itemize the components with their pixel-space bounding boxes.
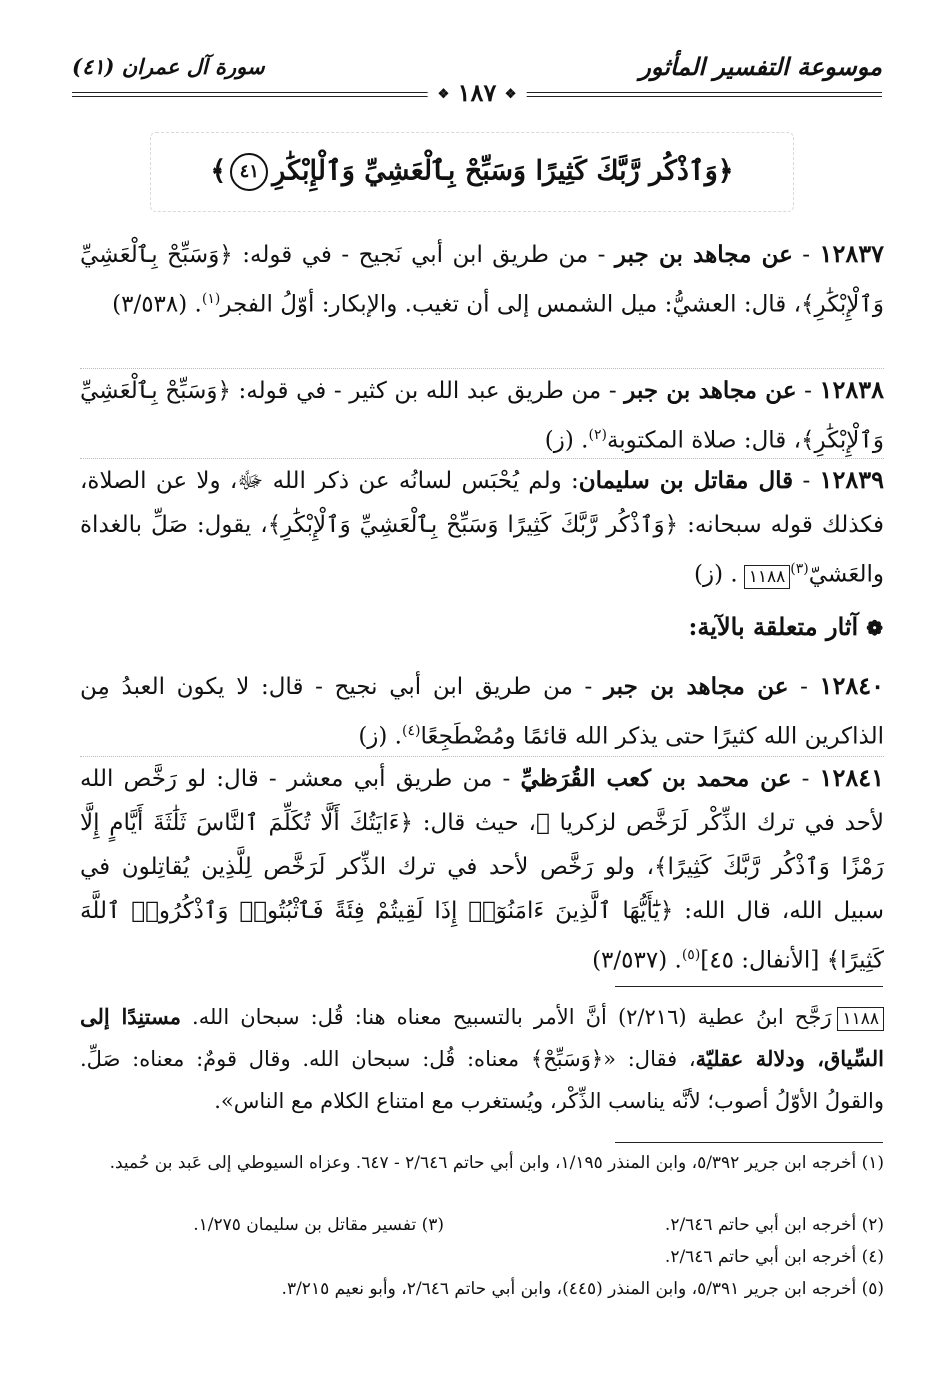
commentary-text: رَجَّح ابنُ عطية (٢/٢١٦) أنَّ الأمر بالتسبيح معناه هنا: قُل: سبحان الله. — [180, 1005, 832, 1029]
footnote-ref: (٢) — [588, 427, 607, 443]
footnote-ref: (٥) — [681, 947, 701, 963]
footnotes-rule — [615, 1142, 883, 1143]
narration-body: - من طريق أبي معشر - قال: لو رَخَّص الله لأحد في ترك الذِّكْر لَرَخَّص لزكريا ﵇، حيث قال: ﴿ءَايَتُكَ أَلَّا تُكَلِّمَ ٱلنَّاسَ ثَلَٰثَةَ أَيَّامٍ إِلَّا رَمْزًا وَٱذْكُر رَّبَّكَ كَثِيرًا﴾، ولو رَخَّص لأحد في ترك الذِّكر لَرَخَّص لِلَّذِين يُقاتِلون في سبيل الله، قال الله: ﴿يَٰٓأَيُّهَا ٱلَّذِينَ ءَامَنُوٓا۟ إِذَا لَقِيتُمْ فِئَةً فَٱثْبُتُوا۟ وَٱذْكُرُوا۟ ٱللَّهَ كَثِيرًا﴾ [الأنفال: ٤٥] — [80, 766, 884, 974]
footnote-3: (٣) تفسير مقاتل بن سليمان ١/٢٧٥. — [193, 1215, 444, 1235]
narration-source: . (ز) — [544, 427, 589, 454]
footnote-4: (٤) أخرجه ابن أبي حاتم ٢/٦٤٦. — [664, 1247, 884, 1267]
book-title: موسوعة التفسير المأثور — [639, 52, 882, 81]
ayah-close-bracket: ﴾ — [210, 155, 227, 187]
narration-body: - من طريق ابن أبي نَجيح - في قوله: ﴿وَسَبِّحْ بِٱلْعَشِيِّ وَٱلْإِبْكَٰرِ﴾، قال: العشيُّ: ميل الشمس إلى أن تغيب. والإبكار: أوّلُ الفجر — [80, 242, 884, 318]
narration-source: . (٣/٥٣٧) — [592, 947, 682, 974]
commentary-ref-tag: ١١٨٨ — [744, 565, 791, 589]
narration-number: ١٢٨٤٠ — [819, 671, 884, 700]
section-heading — [689, 612, 883, 641]
footnote-5: (٥) أخرجه ابن جرير ٥/٣٩١، وابن المنذر (٤٤٥)، وابن أبي حاتم ٢/٦٤٦، وأبو نعيم ٣/٢١٥. — [281, 1279, 884, 1299]
section-title: آثار متعلقة بالآية: — [688, 612, 859, 641]
narration-number: ١٢٨٣٩ — [819, 465, 884, 494]
flower-icon: ❁ — [866, 616, 883, 640]
ornament-icon: ❖ — [437, 87, 450, 102]
narrator-name: عن مجاهد بن جبر — [603, 673, 789, 700]
commentary-number-tag: ١١٨٨ — [837, 1007, 884, 1031]
narration-source: . (٣/٥٣٨) — [112, 291, 202, 318]
narrator-name: عن مجاهد بن جبر — [624, 377, 797, 404]
narration-body: - من طريق ابن أبي نجيح - قال: لا يكون العبدُ مِن الذاكرين الله كثيرًا حتى يذكر الله قائمًا ومُضْطَجِعًا — [80, 674, 884, 750]
footnote-ref: (١) — [201, 291, 221, 307]
narration-entry: ١٢٨٤٠ - عن مجاهد بن جبر - من طريق ابن أبي نجيح - قال: لا يكون العبدُ مِن الذاكرين الله كثيرًا حتى يذكر الله قائمًا ومُضْطَجِعًا$^{(٤)}$. (ز) — [80, 671, 884, 750]
narration-entry: ١٢٨٣٧ - عن مجاهد بن جبر - من طريق ابن أبي نَجيح - في قوله: ﴿وَسَبِّحْ بِٱلْعَشِيِّ وَٱلْإِبْكَٰرِ﴾، قال: العشيُّ: ميل الشمس إلى أن تغيب. والإبكار: أوّلُ الفجر$^{(١)}$. (٣/٥٣٨) — [80, 239, 884, 318]
narration-source: . (ز) — [694, 561, 738, 588]
narration-source: . (ز) — [358, 723, 402, 750]
narration-entry: ١٢٨٣٨ - عن مجاهد بن جبر - من طريق عبد الله بن كثير - في قوله: ﴿وَسَبِّحْ بِٱلْعَشِيِّ وَٱلْإِبْكَٰرِ﴾، قال: صلاة المكتوبة$^{(٢)}$. (ز) — [80, 375, 884, 454]
ayah-text-main: ﴿وَٱذْكُر رَّبَّكَ كَثِيرًا وَسَبِّحْ بِٱلْعَشِيِّ وَٱلْإِبْكَٰرِ — [272, 155, 734, 187]
commentary-text: ، فقال: «﴿وَسَبِّحْ﴾ معناه: قُل: سبحان الله. وقال قومٌ: معناه: صَلِّ. والقولُ الأوّلُ أصوب؛ لأنَّه يناسب الذِّكْر، ويُستغرب مع امتناع الكلام مع الناس». — [80, 1047, 884, 1113]
narrator-name: قال مقاتل بن سليمان — [578, 467, 794, 494]
commentary-note — [80, 996, 884, 1122]
ayah-number-medallion: ٤١ — [230, 153, 268, 191]
commentary-rule — [615, 986, 883, 987]
ayah-text — [210, 153, 733, 191]
footnote-ref: (٤) — [402, 723, 421, 739]
footnote-1: (١) أخرجه ابن جرير ٥/٣٩٢، وابن المنذر ١/١٩٥، وابن أبي حاتم ٢/٦٤٦ - ٦٤٧. وعزاه السيوطي إلى عَبد بن حُميد. — [109, 1153, 884, 1173]
ayah-frame — [150, 132, 794, 212]
narration-body: - من طريق عبد الله بن كثير - في قوله: ﴿وَسَبِّحْ بِٱلْعَشِيِّ وَٱلْإِبْكَٰرِ﴾، قال: صلاة المكتوبة — [80, 378, 884, 454]
narration-entry: ١٢٨٤١ - عن محمد بن كعب القُرَظيِّ - من طريق أبي معشر - قال: لو رَخَّص الله لأحد في ترك الذِّكْر لَرَخَّص لزكريا ﵇، حيث قال: ﴿ءَايَتُكَ أَلَّا تُكَلِّمَ ٱلنَّاسَ ثَلَٰثَةَ أَيَّامٍ إِلَّا رَمْزًا وَٱذْكُر رَّبَّكَ كَثِيرًا﴾، ولو رَخَّص لأحد في ترك الذِّكر لَرَخَّص لِلَّذِين يُقاتِلون في سبيل الله، قال الله: ﴿يَٰٓأَيُّهَا ٱلَّذِينَ ءَامَنُوٓا۟ إِذَا لَقِيتُمْ فِئَةً فَٱثْبُتُوا۟ وَٱذْكُرُوا۟ ٱللَّهَ كَثِيرًا﴾ [الأنفال: ٤٥]$^{(٥)}$. (٣/٥٣٧) — [80, 763, 884, 974]
narrator-name: عن محمد بن كعب القُرَظيِّ — [520, 765, 792, 792]
narrator-name: عن مجاهد بن جبر — [614, 241, 793, 268]
surah-label: سورة آل عمران (٤١) — [72, 54, 265, 79]
page-number-block — [428, 78, 527, 107]
footnote-ref: (٣) — [790, 561, 809, 577]
narration-number: ١٢٨٤١ — [819, 763, 884, 792]
page-number: ١٨٧ — [457, 78, 497, 107]
narration-number: ١٢٨٣٧ — [819, 239, 884, 268]
narration-body: : ولم يُحْبَس لسانُه عن ذكر الله ﷻ، ولا عن الصلاة، فكذلك قوله سبحانه: ﴿وَٱذْكُر رَّبَّكَ كَثِيرًا وَسَبِّحْ بِٱلْعَشِيِّ وَٱلْإِبْكَٰرِ﴾، يقول: صَلِّ بالغداة والعَشيّ — [80, 468, 884, 588]
ornament-icon: ❖ — [504, 87, 517, 102]
footnote-row — [80, 1210, 884, 1240]
narration-number: ١٢٨٣٨ — [819, 375, 884, 404]
narration-entry: ١٢٨٣٩ - قال مقاتل بن سليمان: ولم يُحْبَس لسانُه عن ذكر الله ﷻ، ولا عن الصلاة، فكذلك قوله سبحانه: ﴿وَٱذْكُر رَّبَّكَ كَثِيرًا وَسَبِّحْ بِٱلْعَشِيِّ وَٱلْإِبْكَٰرِ﴾، يقول: صَلِّ بالغداة والعَشيّ$^{(٣)}$١١٨٨. (ز) — [80, 465, 884, 588]
running-header — [72, 52, 882, 107]
footnote-2: (٢) أخرجه ابن أبي حاتم ٢/٦٤٦. — [664, 1215, 884, 1235]
commentary-emphasis: مستنِدًا إلى السِّياق، ودلالة عقليّة — [80, 1004, 884, 1071]
